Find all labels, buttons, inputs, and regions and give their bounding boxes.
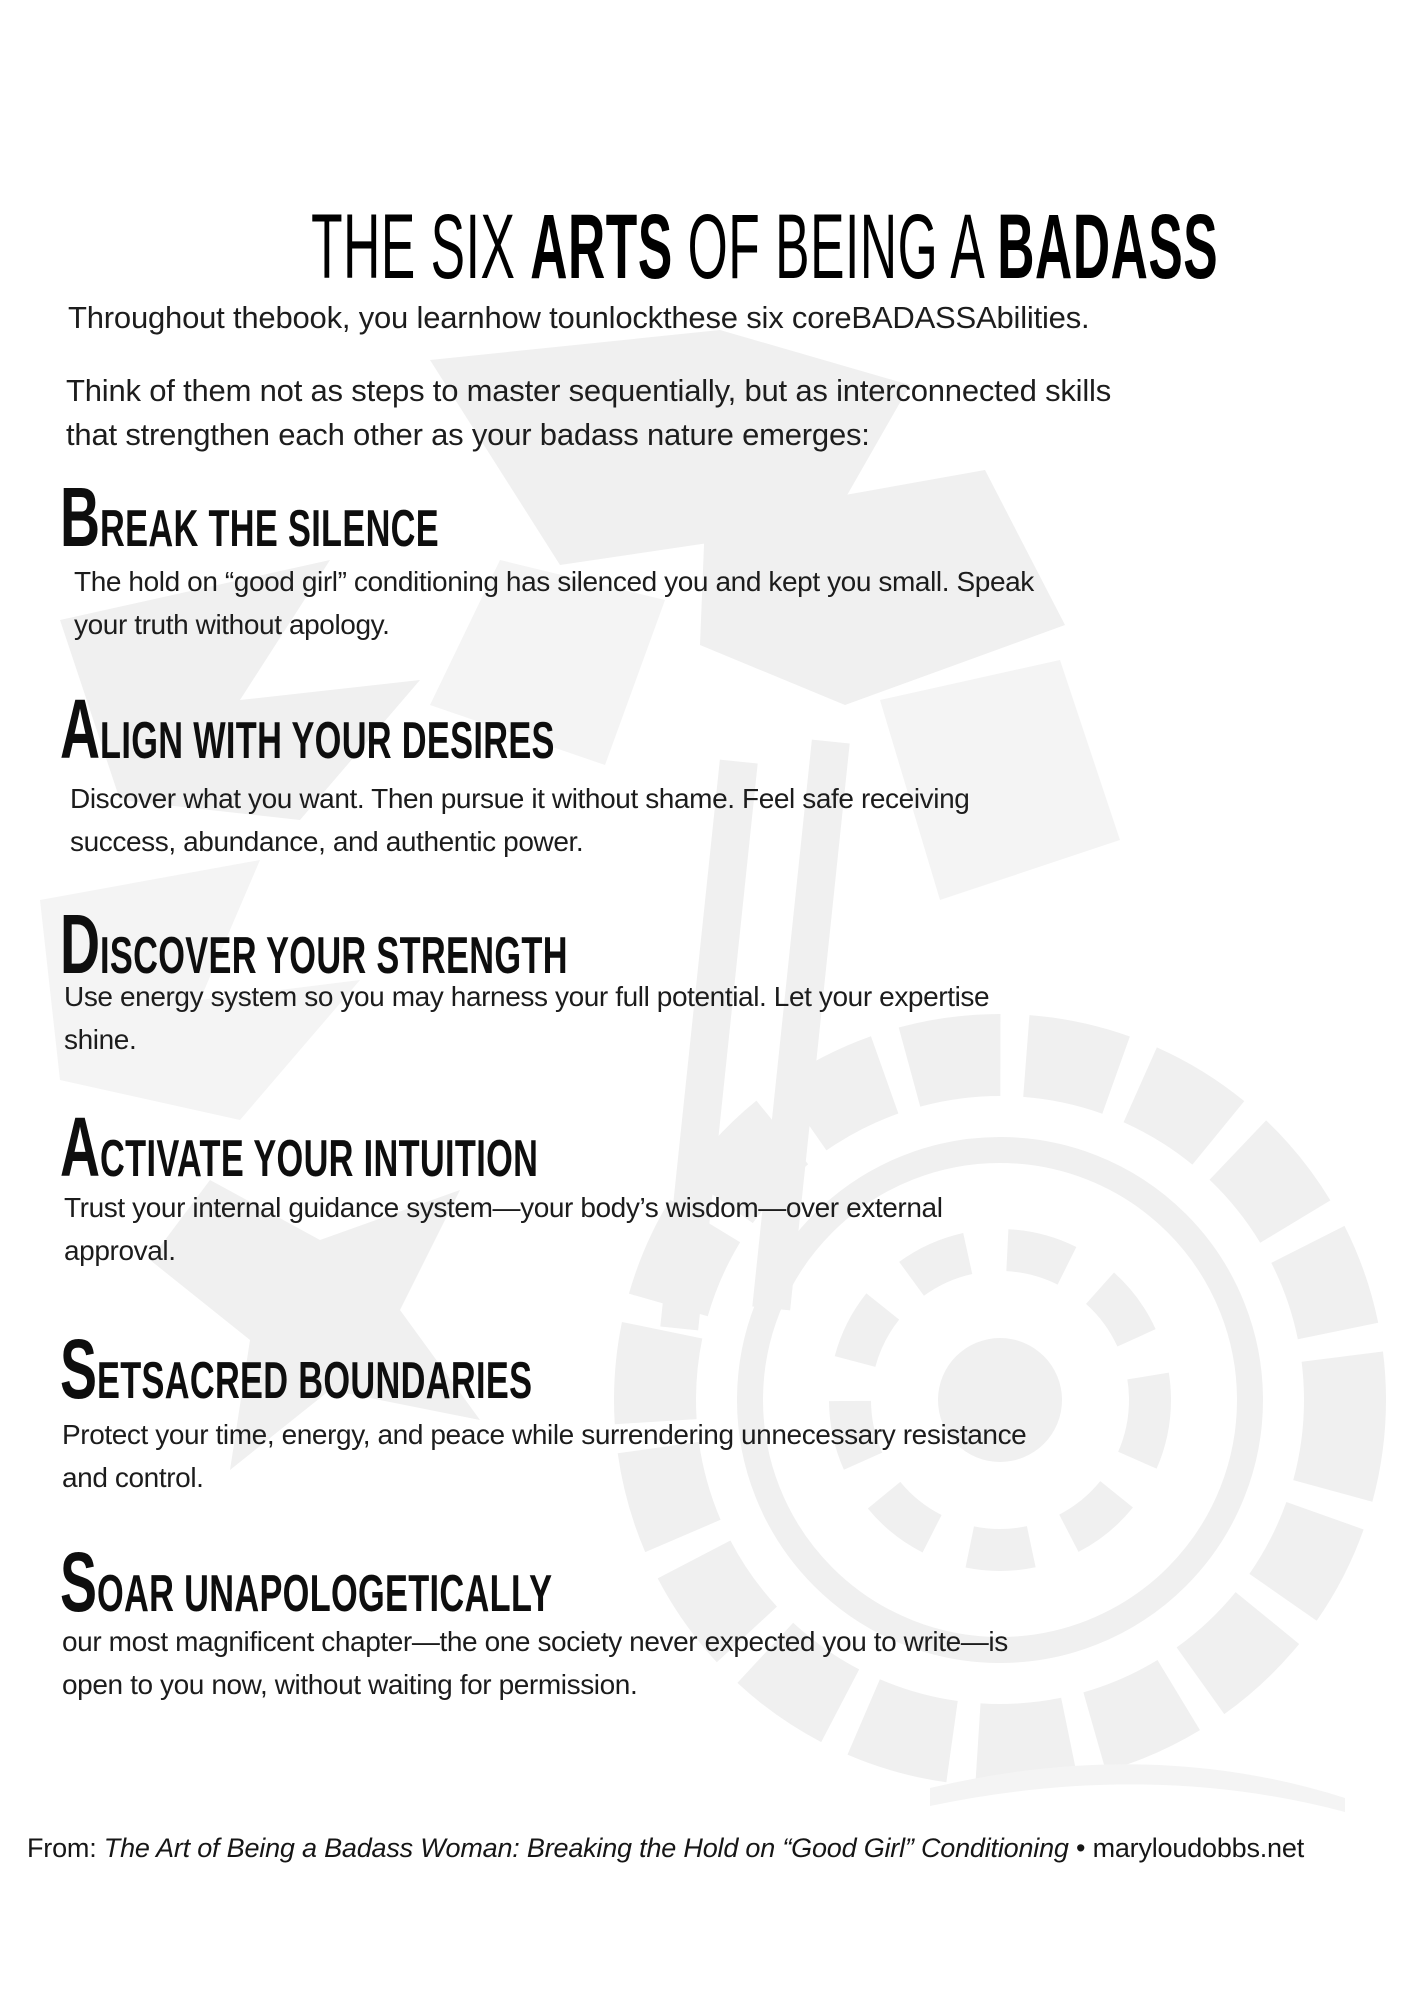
section-heading-break-the-silence <box>60 470 440 564</box>
section-body-break-the-silence <box>74 560 1034 646</box>
heading-initial: B <box>60 470 101 564</box>
heading-rest: ETSACRED BOUNDARIES <box>96 1352 533 1410</box>
title-text-regular: THE SIX <box>311 195 531 298</box>
section-heading-activate-your-intuition <box>60 1100 539 1194</box>
intro-paragraph-2 <box>66 369 1111 457</box>
heading-initial: S <box>60 1535 97 1629</box>
section-body-align-with-your-desires <box>70 777 969 863</box>
heading-rest: OAR UNAPOLOGETICALLY <box>96 1565 553 1623</box>
body-line: open to you now, without waiting for permission. <box>62 1669 638 1700</box>
body-line: our most magnificent chapter—the one society never expected you to write—is <box>62 1626 1008 1657</box>
title-text-bold: ARTS <box>530 195 673 298</box>
body-line: shine. <box>64 1024 137 1055</box>
heading-rest: CTIVATE YOUR INTUITION <box>100 1130 539 1188</box>
heading-initial: D <box>60 897 101 991</box>
footer-separator: • <box>1068 1833 1093 1863</box>
heading-rest: REAK THE SILENCE <box>100 500 440 558</box>
footer-site: maryloudobbs.net <box>1092 1833 1304 1863</box>
body-line: Trust your internal guidance system—your body’s wisdom—over external <box>64 1192 943 1223</box>
body-line: Protect your time, energy, and peace while surrendering unnecessary resistance <box>62 1419 1027 1450</box>
body-line: The hold on “good girl” conditioning has silenced you and kept you small. Speak <box>74 566 1034 597</box>
footer-prefix: From: <box>27 1833 104 1863</box>
body-line: and control. <box>62 1462 204 1493</box>
heading-initial: S <box>60 1322 97 1416</box>
body-line: Use energy system so you may harness your full potential. Let your expertise <box>64 981 990 1012</box>
section-body-discover-your-strength <box>64 975 989 1061</box>
body-line: Discover what you want. Then pursue it without shame. Feel safe receiving <box>70 783 970 814</box>
section-body-soar-unapologetically <box>62 1620 1008 1706</box>
title-text-regular: OF BEING A <box>672 195 998 298</box>
page-title <box>311 195 1219 298</box>
section-body-set-sacred-boundaries <box>62 1413 1026 1499</box>
section-heading-align-with-your-desires <box>60 682 555 776</box>
title-text-bold: BADASS <box>997 195 1219 298</box>
body-line: success, abundance, and authentic power. <box>70 826 584 857</box>
section-heading-soar-unapologetically <box>60 1535 553 1629</box>
section-heading-set-sacred-boundaries <box>60 1322 533 1416</box>
heading-rest: LIGN WITH YOUR DESIRES <box>100 712 555 770</box>
source-footer <box>27 1833 1304 1864</box>
body-line: approval. <box>64 1235 176 1266</box>
body-line: your truth without apology. <box>74 609 390 640</box>
heading-rest: ISCOVER YOUR STRENGTH <box>100 927 568 985</box>
section-heading-discover-your-strength <box>60 897 568 991</box>
intro-line: that strengthen each other as your badass nature emerges: <box>66 417 870 452</box>
intro-line: Think of them not as steps to master sequentially, but as interconnected skills <box>66 373 1112 408</box>
heading-initial: A <box>60 682 101 776</box>
section-body-activate-your-intuition <box>64 1186 943 1272</box>
footer-book-title: The Art of Being a Badass Woman: Breaking the Hold on “Good Girl” Conditioning <box>103 1833 1069 1863</box>
heading-initial: A <box>60 1100 101 1194</box>
intro-paragraph-1: Throughout thebook, you learnhow tounlockthese six coreBADASSAbilities. <box>68 300 1090 335</box>
